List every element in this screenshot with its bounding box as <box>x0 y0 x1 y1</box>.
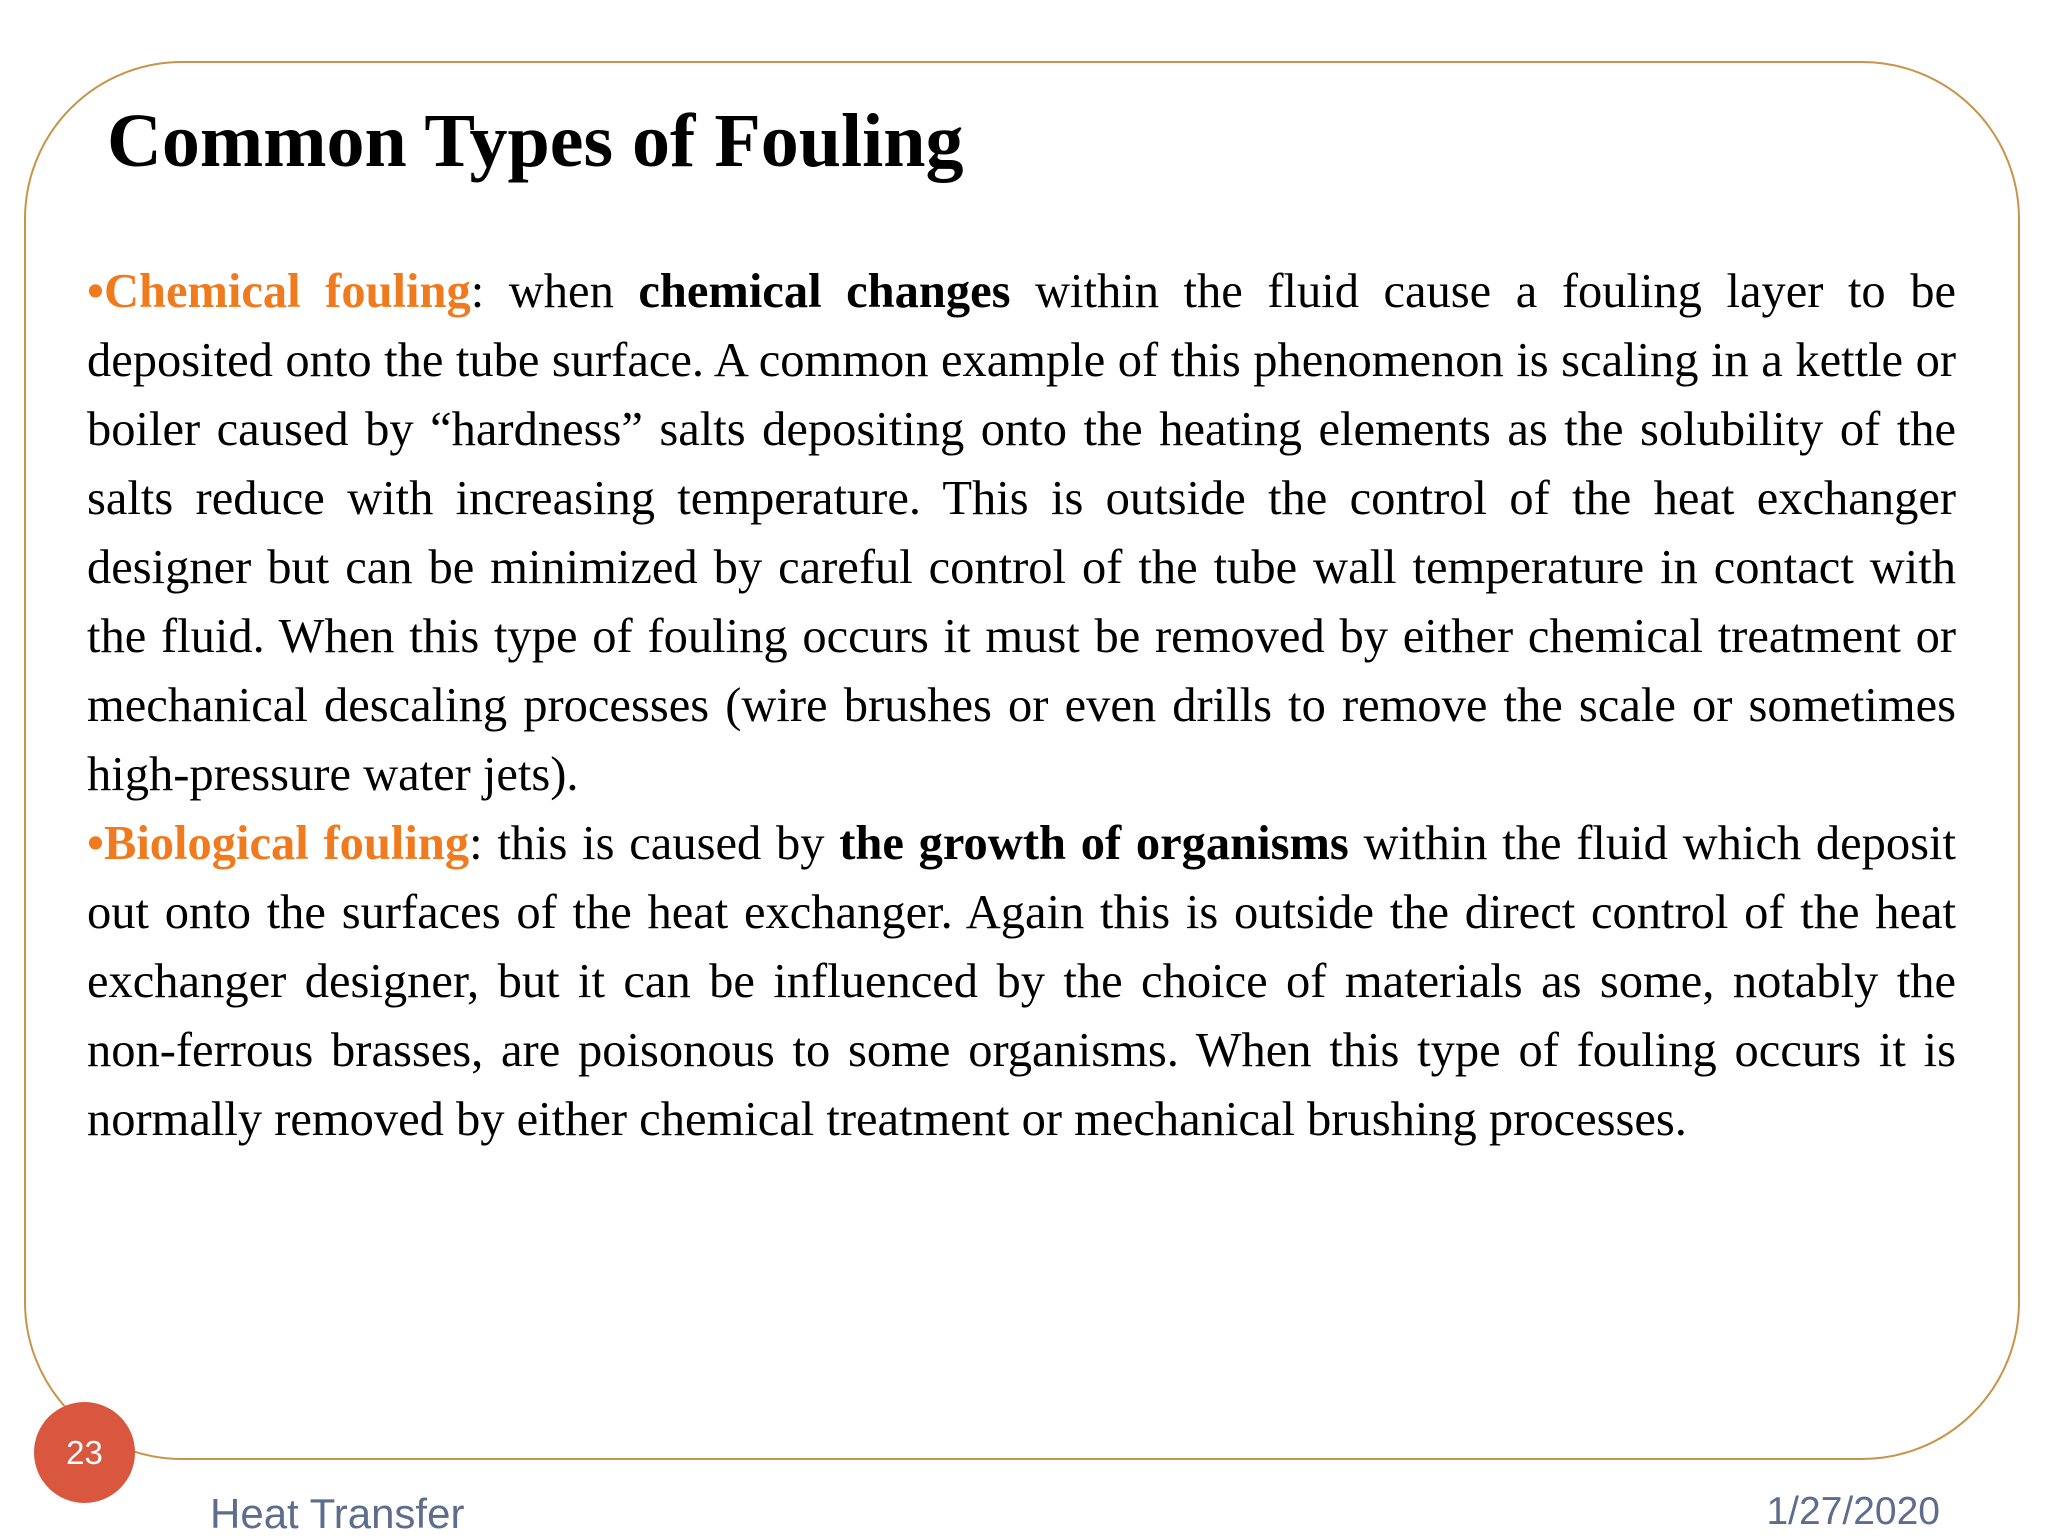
term-chemical-fouling: Chemical fouling <box>103 265 471 318</box>
emphasis-chemical-changes: chemical changes <box>638 265 1011 318</box>
emphasis-growth-of-organisms: the growth of organisms <box>839 817 1349 870</box>
bullet-chemical-fouling <box>87 257 1956 809</box>
bullet-biological-fouling <box>87 809 1956 1154</box>
slide-body <box>87 257 1956 1154</box>
bullet-text: within the fluid which deposit out onto the surfaces of the heat exchanger. Again this is outside the direct control of the heat exchanger designer, but it can be influenced by the choice of materials as some, notably the non-ferrous brasses, are poisonous to some organisms. When this type of fouling occurs it is normally removed by either chemical treatment or mechanical brushing processes. <box>87 817 1956 1146</box>
lead-text: when <box>508 265 639 318</box>
footer-course-title: Heat Transfer <box>210 1490 465 1537</box>
bullet-text: within the fluid cause a fouling layer to be deposited onto the tube surface. A common example of this phenomenon is scaling in a kettle or boiler caused by “hardness” salts depositing onto the heating elements as the solubility of the salts reduce with increasing temperature. This is outside the control of the heat exchanger designer but can be minimized by careful control of the tube wall temperature in contact with the fluid. When this type of fouling occurs it must be removed by either chemical treatment or mechanical descaling processes (wire brushes or even drills to remove the scale or sometimes high-pressure water jets). <box>87 265 1957 801</box>
term-biological-fouling: Biological fouling <box>103 817 470 870</box>
footer-date: 1/27/2020 <box>1766 1490 1940 1533</box>
term-colon: : <box>470 265 509 318</box>
slide-title: Common Types of Fouling <box>107 99 964 183</box>
slide-number-badge: 23 <box>34 1402 135 1503</box>
term-colon: : <box>469 817 498 870</box>
lead-text: this is caused by <box>497 817 840 870</box>
bullet-marker: • <box>87 265 104 318</box>
bullet-marker: • <box>87 817 104 870</box>
